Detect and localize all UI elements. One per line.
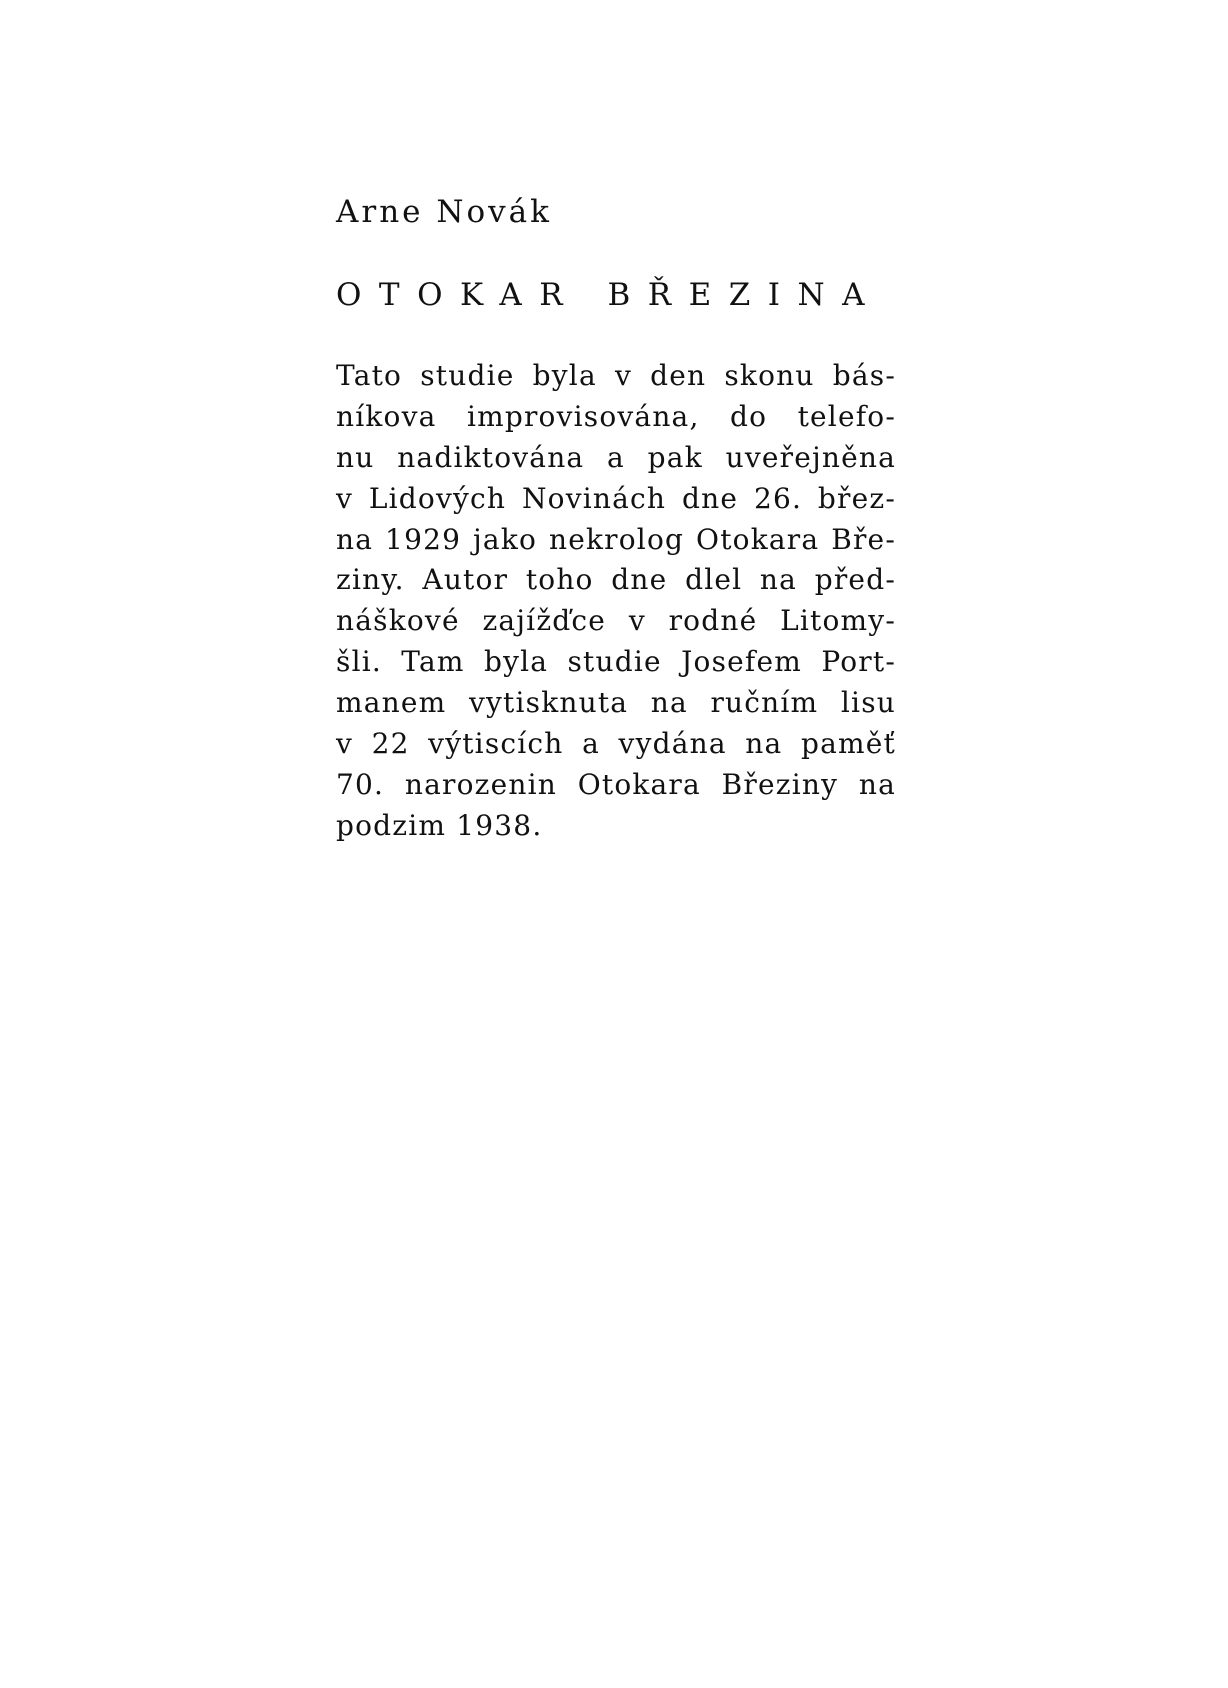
body-line: manem vytisknuta na ručním lisu (336, 686, 896, 720)
body-line: nu nadiktována a pak uveřejněna (336, 440, 896, 474)
body-line: na 1929 jako nekrolog Otokara Bře- (336, 522, 896, 556)
author-name: Arne Novák (336, 194, 552, 230)
body-line: v 22 výtiscích a vydána na paměť (336, 727, 896, 761)
body-line: náškové zajížďce v rodné Litomy- (336, 604, 896, 638)
body-paragraph (336, 356, 896, 847)
body-line: Tato studie byla v den skonu bás- (336, 359, 896, 392)
body-line: šli. Tam byla studie Josefem Port- (336, 645, 896, 679)
body-line: v Lidových Novinách dne 26. břez- (336, 481, 896, 515)
body-line: podzim 1938. (336, 808, 543, 842)
document-title: OTOKAR BŘEZINA (336, 277, 883, 313)
body-line: 70. narozenin Otokara Březiny na (336, 767, 896, 801)
body-line: níkova improvisována, do telefo- (336, 399, 896, 433)
body-line: ziny. Autor toho dne dlel na před- (336, 563, 896, 597)
